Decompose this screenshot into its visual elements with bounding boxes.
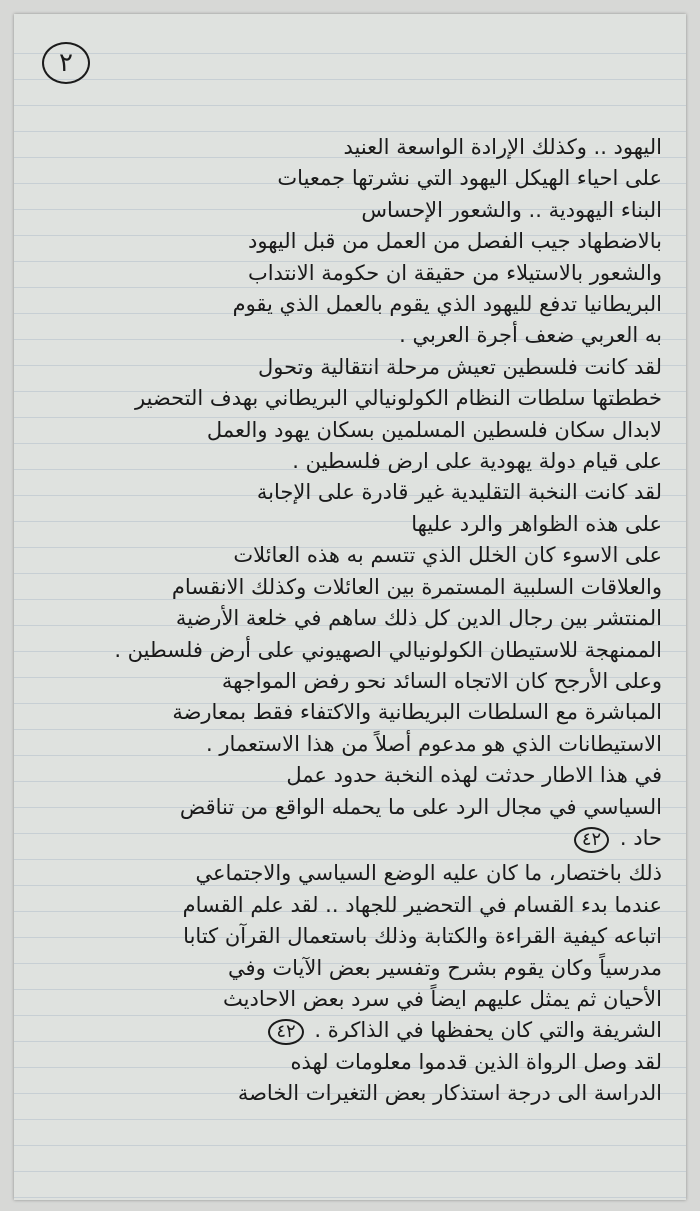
text-line: على الاسوء كان الخلل الذي تتسم به هذه العائلات <box>233 543 662 568</box>
text-line: على قيام دولة يهودية على ارض فلسطين . <box>292 449 662 474</box>
text-line: عندما بدء القسام في التحضير للجهاد .. لقد علم القسام <box>182 892 662 917</box>
footnote-reference: ٤٢ <box>268 1019 303 1045</box>
text-line: خططتها سلطات النظام الكولونيالي البريطاني بهدف التحضير <box>135 386 662 411</box>
text-line: الدراسة الى درجة استذكار بعض التغيرات الخاصة <box>237 1081 662 1106</box>
text-line: على احياء الهيكل اليهود التي نشرتها جمعيات <box>277 166 662 191</box>
text-line: البريطانيا تدفع لليهود الذي يقوم بالعمل الذي يقوم <box>232 292 662 317</box>
text-line: الاستيطانات الذي هو مدعوم أصلاً من هذا الاستعمار . <box>206 731 662 756</box>
text-line: الممنهجة للاستيطان الكولونيالي الصهيوني على أرض فلسطين . <box>114 637 662 662</box>
text-line: على هذه الظواهر والرد عليها <box>411 511 662 536</box>
manuscript-page <box>14 14 686 1200</box>
footnote-reference: ٤٢ <box>574 827 609 853</box>
text-line: لقد كانت النخبة التقليدية غير قادرة على الإجابة <box>256 480 662 505</box>
text-line: لابدال سكان فلسطين المسلمين بسكان يهود والعمل <box>206 417 662 442</box>
text-line: لقد كانت فلسطين تعيش مرحلة انتقالية وتحول <box>257 354 662 379</box>
text-line: البناء اليهودية .. والشعور الإحساس <box>361 197 662 222</box>
text-line: به العربي ضعف أجرة العربي . <box>399 323 662 348</box>
page-number: ٢ <box>42 42 90 84</box>
text-line-content: حاد . <box>619 825 662 850</box>
text-line: السياسي في مجال الرد على ما يحمله الواقع من تناقض <box>179 794 662 819</box>
text-line: في هذا الاطار حدثت لهذه النخبة حدود عمل <box>286 763 662 788</box>
text-line: لقد وصل الرواة الذين قدموا معلومات لهذه <box>290 1049 662 1074</box>
text-line-content: الشريفة والتي كان يحفظها في الذاكرة . <box>314 1018 662 1043</box>
text-line: الأحيان ثم يمثل عليهم ايضاً في سرد بعض الاحاديث <box>223 986 662 1011</box>
text-line: المنتشر بين رجال الدين كل ذلك ساهم في خلعة الأرضية <box>175 606 662 631</box>
text-line: والشعور بالاستيلاء من حقيقة ان حكومة الانتداب <box>247 260 662 285</box>
text-line: وعلى الأرجح كان الاتجاه السائد نحو رفض المواجهة <box>221 668 662 693</box>
text-line: بالاضطهاد جيب الفصل من العمل من قبل اليهود <box>248 229 662 254</box>
text-line <box>38 823 662 854</box>
text-line <box>38 1015 662 1046</box>
text-line: اتباعه كيفية القراءة والكتابة وذلك باستعمال القرآن كتابا <box>183 924 662 949</box>
text-line: ذلك باختصار، ما كان عليه الوضع السياسي والاجتماعي <box>195 861 662 886</box>
manuscript-text <box>38 132 662 1110</box>
text-line: والعلاقات السلبية المستمرة بين العائلات وكذلك الانقسام <box>171 574 662 599</box>
text-line: المباشرة مع السلطات البريطانية والاكتفاء فقط بمعارضة <box>172 700 662 725</box>
text-line: اليهود .. وكذلك الإرادة الواسعة العنيد <box>343 135 662 159</box>
text-line: مدرسياً وكان يقوم بشرح وتفسير بعض الآيات وفي <box>228 955 662 980</box>
